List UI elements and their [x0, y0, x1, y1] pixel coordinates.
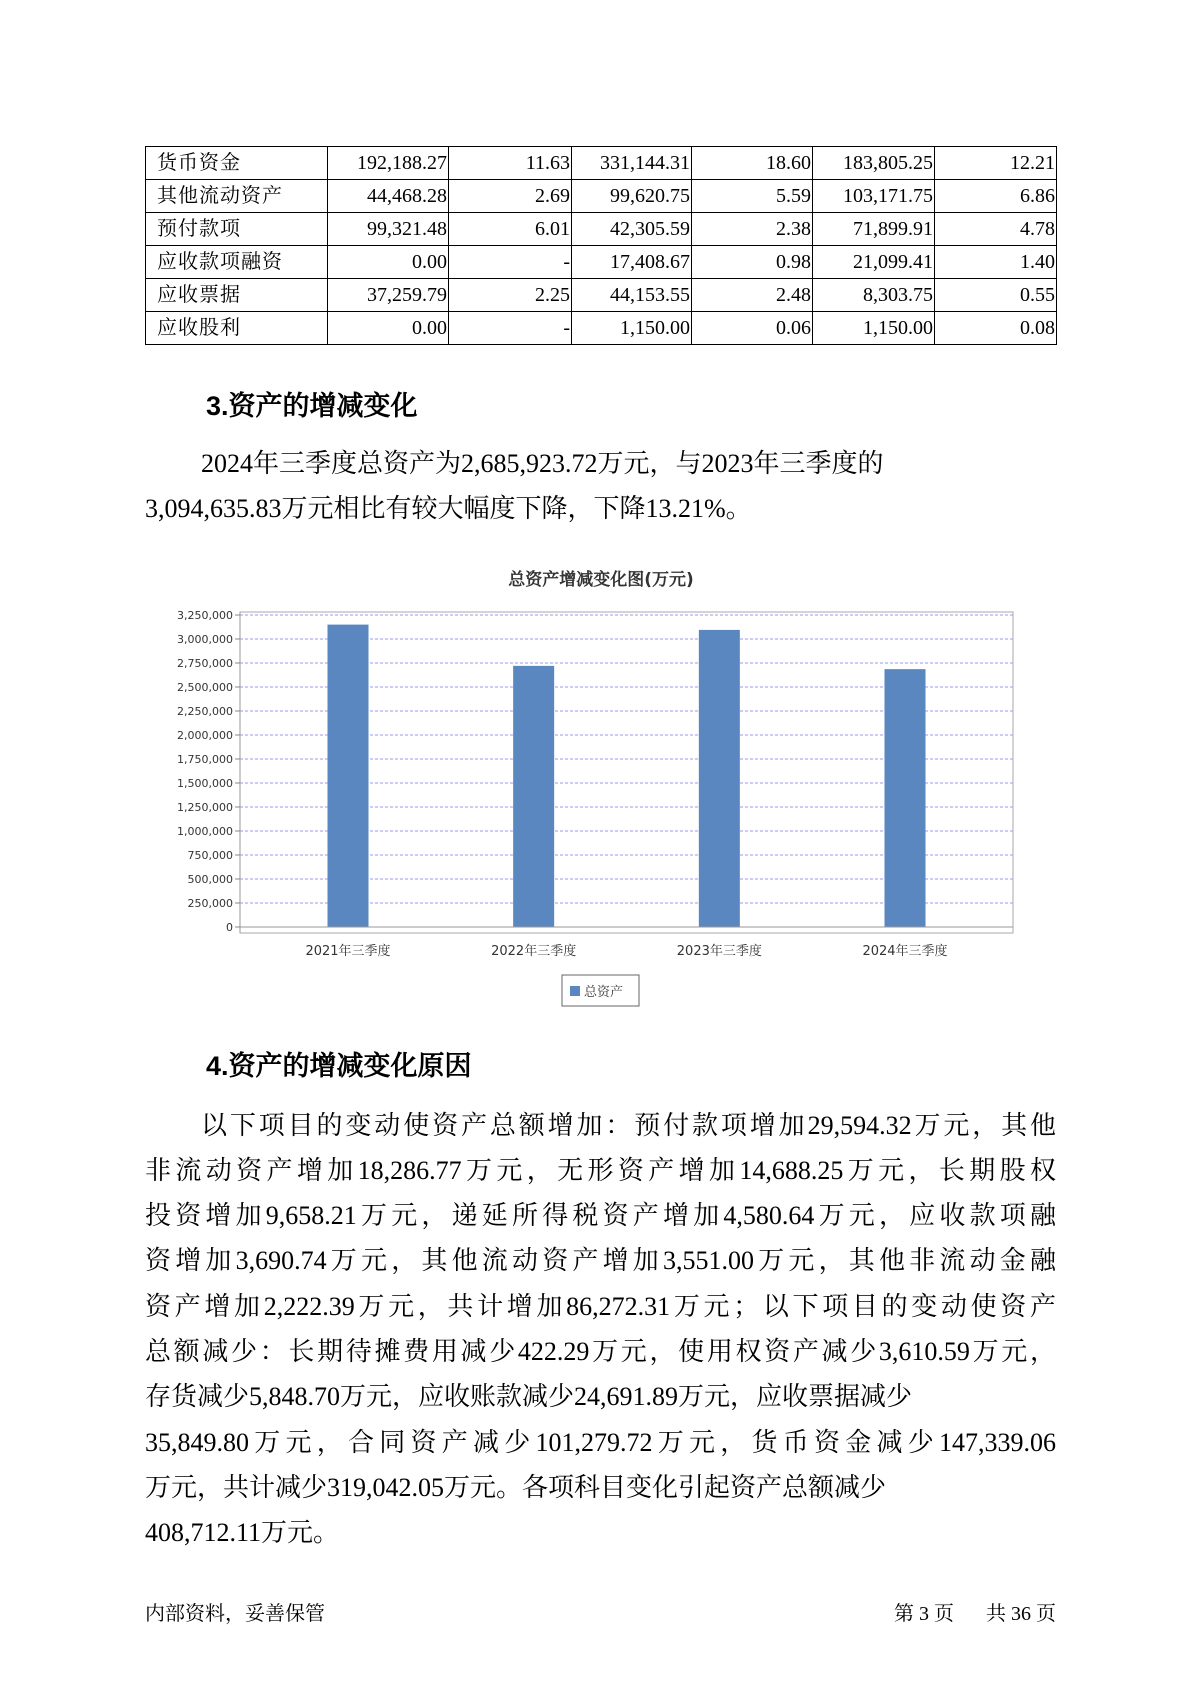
y-tick-label: 1,250,000 — [177, 801, 233, 814]
x-tick-label: 2022年三季度 — [491, 944, 577, 959]
legend-label: 总资产 — [584, 985, 624, 1000]
row-label: 货币资金 — [146, 147, 328, 180]
paragraph-line: 万元，共计减少319,042.05万元。各项科目变化引起资产总额减少 — [145, 1472, 887, 1502]
table-cell: 6.86 — [935, 180, 1057, 213]
table-cell: 44,468.28 — [328, 180, 449, 213]
x-tick-label: 2024年三季度 — [862, 944, 948, 959]
y-tick-label: 2,750,000 — [177, 657, 233, 670]
row-label: 应收款项融资 — [146, 246, 328, 279]
table-cell: - — [449, 246, 572, 279]
table-cell: 2.48 — [692, 279, 813, 312]
table-cell: 99,620.75 — [572, 180, 692, 213]
paragraph-line: 以下项目的变动使资产总额增加：预付款项增加29,594.32万元，其他 — [201, 1110, 1056, 1140]
table-cell: 4.78 — [935, 213, 1057, 246]
asset-table — [145, 146, 1057, 345]
table-cell: 0.00 — [328, 312, 449, 345]
table-cell: 17,408.67 — [572, 246, 692, 279]
row-label: 预付款项 — [146, 213, 328, 246]
y-tick-label: 2,500,000 — [177, 681, 233, 694]
table-row — [146, 147, 1057, 180]
table-row — [146, 279, 1057, 312]
total-assets-bar-chart — [145, 560, 1056, 1020]
table-cell: 44,153.55 — [572, 279, 692, 312]
table-cell: 0.55 — [935, 279, 1057, 312]
table-cell: 1,150.00 — [572, 312, 692, 345]
footer-note: 内部资料，妥善保管 — [145, 1603, 325, 1625]
x-tick-label: 2021年三季度 — [305, 944, 391, 959]
table-row — [146, 312, 1057, 345]
paragraph-line: 存货减少5,848.70万元，应收账款减少24,691.89万元，应收票据减少 — [145, 1382, 913, 1412]
row-label: 应收票据 — [146, 279, 328, 312]
page-total: 共 36 页 — [986, 1603, 1056, 1625]
chart-legend — [562, 975, 639, 1006]
table-cell: 1,150.00 — [813, 312, 935, 345]
table-cell: 5.59 — [692, 180, 813, 213]
row-label: 其他流动资产 — [146, 180, 328, 213]
paragraph — [145, 441, 1056, 532]
y-tick-label: 3,250,000 — [177, 609, 233, 622]
chart-bar — [699, 630, 740, 927]
paragraph-line: 非流动资产增加18,286.77万元，无形资产增加14,688.25万元，长期股权 — [145, 1155, 1056, 1185]
x-tick-label: 2023年三季度 — [676, 944, 762, 959]
table-cell: 331,144.31 — [572, 147, 692, 180]
table-cell: 12.21 — [935, 147, 1057, 180]
paragraph-line: 总额减少：长期待摊费用减少422.29万元，使用权资产减少3,610.59万元， — [145, 1336, 1056, 1366]
table-cell: 6.01 — [449, 213, 572, 246]
y-tick-label: 750,000 — [187, 849, 233, 862]
table-cell: 8,303.75 — [813, 279, 935, 312]
y-tick-label: 500,000 — [187, 873, 233, 886]
table-cell: 71,899.91 — [813, 213, 935, 246]
legend-swatch — [570, 986, 580, 996]
paragraph-line: 408,712.11万元。 — [145, 1518, 340, 1548]
y-tick-label: 0 — [226, 921, 233, 934]
page-current: 第 3 页 — [894, 1603, 954, 1625]
table-cell: 99,321.48 — [328, 213, 449, 246]
table-cell: 192,188.27 — [328, 147, 449, 180]
section-heading: 4.资产的增减变化原因 — [206, 1051, 472, 1081]
chart-bar — [513, 666, 554, 927]
y-tick-label: 3,000,000 — [177, 633, 233, 646]
table-cell: 183,805.25 — [813, 147, 935, 180]
table-cell: 1.40 — [935, 246, 1057, 279]
table-cell: 0.98 — [692, 246, 813, 279]
y-tick-label: 2,000,000 — [177, 729, 233, 742]
chart-bar — [885, 669, 926, 927]
y-tick-label: 1,500,000 — [177, 777, 233, 790]
paragraph-line: 资产增加2,222.39万元，共计增加86,272.31万元；以下项目的变动使资产 — [145, 1291, 1056, 1321]
paragraph-line: 35,849.80万元，合同资产减少101,279.72万元，货币资金减少147,339.06 — [145, 1427, 1056, 1457]
table-cell: 2.25 — [449, 279, 572, 312]
paragraph — [145, 1103, 1056, 1556]
table-cell: 2.69 — [449, 180, 572, 213]
table-cell: - — [449, 312, 572, 345]
table-cell: 0.06 — [692, 312, 813, 345]
paragraph-line: 资增加3,690.74万元，其他流动资产增加3,551.00万元，其他非流动金融 — [145, 1246, 1056, 1276]
table-cell: 2.38 — [692, 213, 813, 246]
table-cell: 0.00 — [328, 246, 449, 279]
row-label: 应收股利 — [146, 312, 328, 345]
paragraph-line: 3,094,635.83万元相比有较大幅度下降，下降13.21%。 — [145, 494, 752, 524]
y-tick-label: 250,000 — [187, 897, 233, 910]
table-cell: 21,099.41 — [813, 246, 935, 279]
paragraph-line: 投资增加9,658.21万元，递延所得税资产增加4,580.64万元，应收款项融 — [145, 1201, 1056, 1231]
y-tick-label: 2,250,000 — [177, 705, 233, 718]
table-row — [146, 180, 1057, 213]
table-cell: 37,259.79 — [328, 279, 449, 312]
paragraph-line: 2024年三季度总资产为2,685,923.72万元，与2023年三季度的 — [201, 449, 884, 478]
section-heading: 3.资产的增减变化 — [206, 391, 418, 421]
table-cell: 0.08 — [935, 312, 1057, 345]
chart-title: 总资产增减变化图(万元) — [508, 570, 694, 590]
table-cell: 42,305.59 — [572, 213, 692, 246]
table-row — [146, 246, 1057, 279]
table-cell: 18.60 — [692, 147, 813, 180]
table-cell: 11.63 — [449, 147, 572, 180]
y-tick-label: 1,750,000 — [177, 753, 233, 766]
chart-bar — [328, 625, 369, 927]
y-tick-label: 1,000,000 — [177, 825, 233, 838]
table-cell: 103,171.75 — [813, 180, 935, 213]
page-number — [894, 1602, 1056, 1626]
table-row — [146, 213, 1057, 246]
